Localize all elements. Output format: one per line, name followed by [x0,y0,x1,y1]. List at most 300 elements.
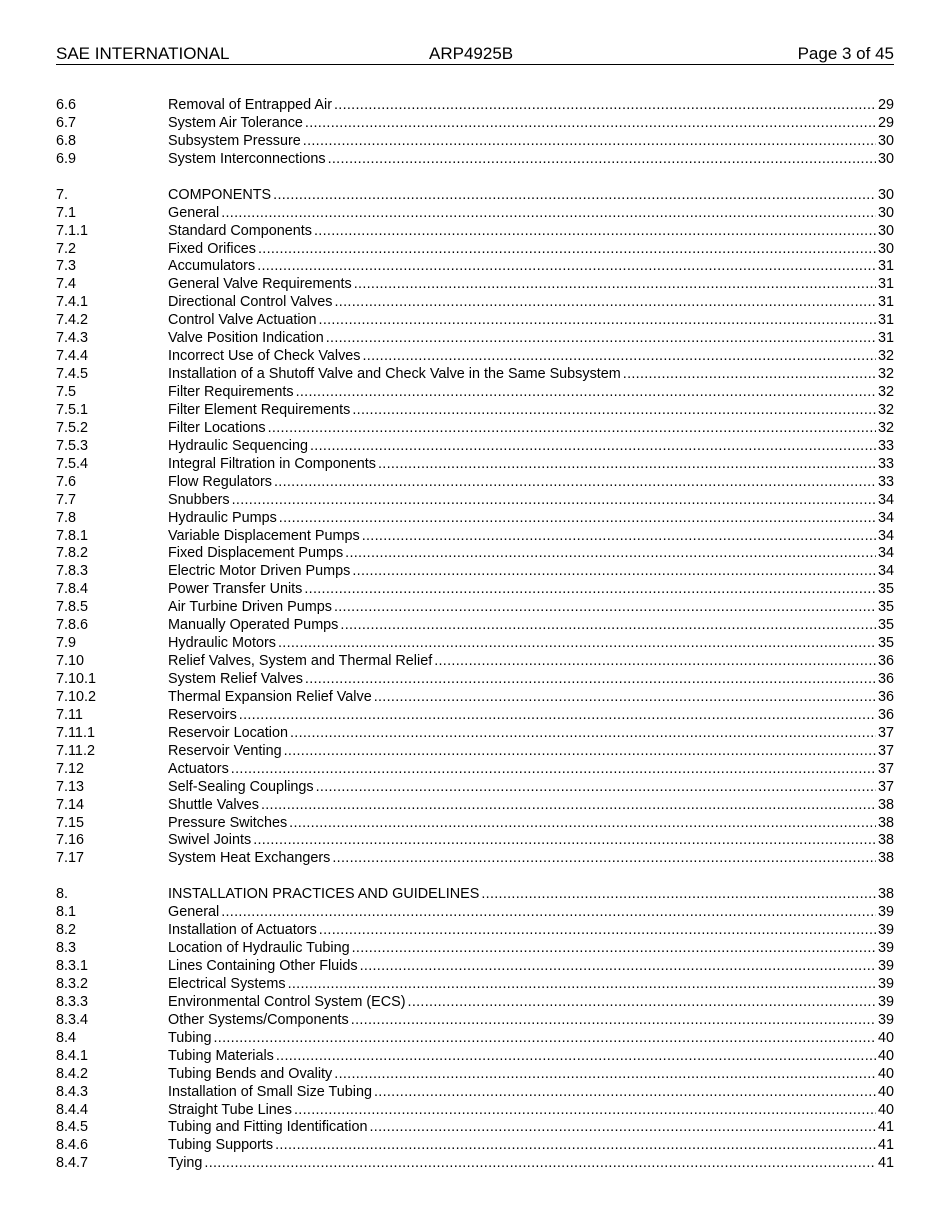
toc-page-number: 37 [877,778,894,795]
toc-entry-line [168,492,894,510]
toc-page-number: 33 [877,473,894,490]
toc-entry[interactable] [56,1102,894,1120]
toc-section-number: 8. [56,886,69,903]
toc-section-title: System Heat Exchangers [168,850,331,867]
toc-entry-line [168,707,894,725]
toc-section-number: 7.4.4 [56,348,89,365]
toc-page-number: 30 [877,132,894,149]
toc-entry[interactable] [56,707,894,725]
toc-entry[interactable] [56,330,894,348]
toc-section-title: Removal of Entrapped Air [168,97,332,113]
dot-leader [257,258,876,276]
toc-section-number: 7.11 [56,706,83,723]
dot-leader [369,1119,876,1137]
toc-section-title: Filter Element Requirements [168,401,351,418]
toc-entry-line [168,1102,894,1120]
toc-entry-line [168,276,894,294]
toc-entry-line [168,510,894,528]
toc-section-title: Hydraulic Motors [168,635,276,652]
toc-page-number: 37 [877,760,894,777]
toc-section-title: Self-Sealing Couplings [168,778,314,795]
toc-entry[interactable] [56,994,894,1012]
toc-entry[interactable] [56,438,894,456]
toc-page-number: 40 [877,1083,894,1100]
toc-entry-line [168,797,894,815]
toc-page-number: 30 [877,186,894,203]
toc-page-number: 29 [877,97,894,113]
toc-section-number: 8.4.7 [56,1155,89,1172]
toc-entry[interactable] [56,1030,894,1048]
toc-page-number: 32 [877,384,894,400]
toc-entry-line [168,1012,894,1030]
dot-leader [374,689,876,707]
toc-section-title: Snubbers [168,491,230,508]
toc-section-title: Environmental Control System (ECS) [168,993,406,1010]
toc-section-title: System Air Tolerance [168,114,303,131]
toc-page-number: 32 [877,366,894,383]
toc-entry-line [168,366,894,384]
toc-section-number: 7.5.3 [56,437,89,454]
toc-entry[interactable] [56,653,894,671]
toc-entry-line [168,384,894,402]
toc-entry[interactable] [56,1012,894,1030]
toc-entry-line [168,958,894,976]
toc-entry-line [168,904,894,922]
toc-section-number: 7.4.2 [56,312,89,329]
toc-entry-line [168,976,894,994]
toc-entry[interactable] [56,258,894,276]
dot-leader [332,850,876,868]
toc-section-number: 7.8.1 [56,527,89,544]
toc-section-number: 7.15 [56,814,85,831]
toc-section-title: Filter Locations [168,419,266,436]
toc-entry[interactable] [56,348,894,366]
header-page-number: Page 3 of 45 [797,44,894,63]
dot-leader [345,545,876,563]
toc-page-number: 35 [877,617,894,634]
toc-page-number: 39 [877,993,894,1010]
toc-section-title: Swivel Joints [168,832,252,849]
toc-section-number: 7.5 [56,384,77,400]
toc-entry[interactable] [56,151,894,169]
dot-leader [352,940,876,958]
dot-leader [360,958,876,976]
toc-entry-line [168,133,894,151]
toc-section-title: Electrical Systems [168,975,286,992]
dot-leader [303,133,876,151]
toc-entry-line [168,402,894,420]
toc-entry[interactable] [56,402,894,420]
toc-section-title: INSTALLATION PRACTICES AND GUIDELINES [168,886,480,903]
header-document-id: ARP4925B [429,44,514,63]
toc-section-title: Installation of Actuators [168,922,317,939]
toc-section-title: Manually Operated Pumps [168,617,339,634]
dot-leader [294,1102,876,1120]
toc-section-title: Other Systems/Components [168,1011,349,1028]
dot-leader [362,348,876,366]
toc-section-number: 7.1.1 [56,222,89,239]
toc-page-number: 34 [877,491,894,508]
toc-page-number: 31 [877,294,894,311]
table-of-contents [56,97,894,1173]
dot-leader [279,510,876,528]
dot-leader [278,635,876,653]
toc-entry-line [168,886,894,904]
toc-entry-line [168,581,894,599]
toc-entry-line [168,599,894,617]
toc-section-number: 8.3.2 [56,975,89,992]
toc-entry[interactable] [56,276,894,294]
toc-entry[interactable] [56,617,894,635]
dot-leader [232,492,876,510]
toc-entry[interactable] [56,205,894,223]
toc-section-title: Hydraulic Pumps [168,509,277,526]
toc-page-number: 39 [877,940,894,957]
toc-entry[interactable] [56,1119,894,1137]
toc-entry-line [168,312,894,330]
toc-section-number: 8.3.1 [56,958,89,974]
toc-entry-line [168,832,894,850]
toc-entry[interactable] [56,671,894,689]
toc-section-number: 7. [56,186,69,203]
dot-leader [231,761,876,779]
toc-entry-line [168,456,894,474]
toc-entry-line [168,940,894,958]
toc-section-number: 7.8.2 [56,545,89,562]
toc-section-title: Valve Position Indication [168,330,324,347]
dot-leader [334,599,876,617]
toc-entry-line [168,1084,894,1102]
toc-page-number: 38 [877,814,894,831]
toc-entry[interactable] [56,815,894,833]
toc-entry[interactable] [56,725,894,743]
toc-section-title: Variable Displacement Pumps [168,527,360,544]
toc-entry[interactable] [56,187,894,205]
toc-entry-line [168,994,894,1012]
toc-entry-line [168,187,894,205]
toc-section-number: 8.4.6 [56,1137,89,1154]
toc-entry-line [168,545,894,563]
toc-entry[interactable] [56,545,894,563]
toc-section-number: 7.4.5 [56,366,89,383]
toc-entry[interactable] [56,474,894,492]
toc-entry-line [168,528,894,546]
toc-section-title: Shuttle Valves [168,796,259,813]
toc-section-number: 8.2 [56,922,77,939]
toc-entry[interactable] [56,1137,894,1155]
toc-section-number: 8.4.3 [56,1083,89,1100]
dot-leader [481,886,876,904]
toc-section-number: 7.13 [56,778,85,795]
toc-section-title: Pressure Switches [168,814,288,831]
toc-entry-line [168,330,894,348]
toc-page-number: 32 [877,401,894,418]
toc-entry[interactable] [56,832,894,850]
toc-section-title: Directional Control Valves [168,294,333,311]
toc-section-number: 7.9 [56,635,77,652]
toc-entry[interactable] [56,940,894,958]
toc-entry[interactable] [56,492,894,510]
toc-entry-line [168,1048,894,1066]
toc-section-number: 8.1 [56,904,77,921]
toc-section-title: Incorrect Use of Check Valves [168,348,361,365]
toc-entry[interactable] [56,1048,894,1066]
toc-section-title: Relief Valves, System and Thermal Relief [168,653,433,670]
toc-entry-line [168,725,894,743]
toc-entry-line [168,438,894,456]
toc-section-number: 7.4.1 [56,294,89,311]
dot-leader [310,438,876,456]
toc-section-title: General [168,204,220,221]
toc-page-number: 35 [877,581,894,598]
toc-section-number: 7.5.1 [56,401,89,418]
toc-entry-line [168,779,894,797]
dot-leader [316,779,876,797]
toc-section-title: Reservoir Venting [168,742,282,759]
toc-entry[interactable] [56,689,894,707]
dot-leader [374,1084,876,1102]
toc-section-number: 7.16 [56,832,85,849]
toc-entry-line [168,743,894,761]
toc-entry[interactable] [56,1066,894,1084]
toc-section-title: Subsystem Pressure [168,132,301,149]
toc-section-title: Electric Motor Driven Pumps [168,563,351,580]
toc-entry-line [168,1137,894,1155]
toc-section-title: Tubing Bends and Ovality [168,1065,333,1082]
toc-entry-line [168,815,894,833]
toc-page-number: 31 [877,276,894,293]
toc-page-number: 36 [877,688,894,705]
dot-leader [334,1066,876,1084]
toc-section-number: 7.14 [56,796,85,813]
toc-section-title: COMPONENTS [168,186,272,203]
toc-page-number: 30 [877,240,894,257]
toc-section-number: 8.4.2 [56,1065,89,1082]
toc-entry[interactable] [56,850,894,868]
toc-entry[interactable] [56,456,894,474]
dot-leader [305,671,876,689]
toc-page-number: 37 [877,724,894,741]
dot-leader [284,743,876,761]
toc-page-number: 39 [877,975,894,992]
toc-page-number: 39 [877,904,894,921]
toc-entry[interactable] [56,797,894,815]
toc-section-number: 7.5.2 [56,419,89,436]
toc-entry[interactable] [56,563,894,581]
dot-leader [328,151,876,169]
toc-section-title: System Relief Valves [168,671,303,687]
toc-entry[interactable] [56,635,894,653]
dot-leader [213,1030,876,1048]
toc-page-number: 34 [877,545,894,562]
dot-leader [288,976,876,994]
toc-page-number: 30 [877,150,894,167]
toc-page-number: 41 [877,1137,894,1154]
toc-page-number: 33 [877,437,894,454]
toc-section-title: Tying [168,1155,203,1172]
toc-page-number: 31 [877,312,894,329]
toc-section-number: 7.6 [56,473,77,490]
toc-section-number: 7.5.4 [56,455,89,472]
toc-section-number: 8.4.5 [56,1119,89,1136]
toc-section-number: 7.12 [56,760,85,777]
toc-section-number: 7.11.2 [56,742,95,759]
toc-section-number: 6.7 [56,114,77,131]
toc-page-number: 30 [877,222,894,239]
dot-leader [261,797,876,815]
dot-leader [258,241,876,259]
toc-entry-line [168,1119,894,1137]
dot-leader [221,205,876,223]
dot-leader [434,653,876,671]
toc-page-number: 33 [877,455,894,472]
toc-page-number: 32 [877,348,894,365]
dot-leader [290,725,876,743]
toc-section-number: 7.1 [56,204,77,221]
toc-entry-line [168,563,894,581]
dot-leader [378,456,876,474]
toc-section-number: 7.11.1 [56,724,95,741]
dot-leader [314,223,876,241]
toc-section-number: 8.4.1 [56,1047,89,1064]
toc-section-number: 8.3 [56,940,77,957]
toc-entry[interactable] [56,384,894,402]
toc-section-number: 8.4 [56,1029,77,1046]
toc-page-number: 32 [877,419,894,436]
toc-section-number: 8.4.4 [56,1101,89,1118]
toc-entry[interactable] [56,581,894,599]
dot-leader [253,832,876,850]
toc-section-number: 7.10.2 [56,688,97,705]
toc-section-number: 8.3.4 [56,1011,89,1028]
toc-page-number: 41 [877,1155,894,1172]
toc-section-number: 7.7 [56,491,77,508]
toc-entry-line [168,205,894,223]
toc-entry[interactable] [56,922,894,940]
toc-entry-line [168,653,894,671]
toc-section-number: 7.4.3 [56,330,89,347]
toc-entry-line [168,115,894,133]
dot-leader [334,97,876,115]
toc-page-number: 39 [877,958,894,974]
toc-section-title: Lines Containing Other Fluids [168,958,358,974]
toc-section-title: Location of Hydraulic Tubing [168,940,350,957]
toc-section-title: Reservoirs [168,706,237,723]
dot-leader [352,402,876,420]
toc-page-number: 31 [877,330,894,347]
toc-entry[interactable] [56,976,894,994]
dot-leader [408,994,876,1012]
toc-entry[interactable] [56,241,894,259]
toc-section-title: System Interconnections [168,150,326,167]
toc-entry-line [168,294,894,312]
toc-section-title: Tubing Supports [168,1137,274,1154]
dot-leader [304,581,876,599]
toc-entry-line [168,922,894,940]
toc-entry[interactable] [56,779,894,797]
dot-leader [276,1048,876,1066]
toc-section-title: Flow Regulators [168,473,272,490]
toc-entry-line [168,241,894,259]
toc-section-title: Tubing Materials [168,1047,274,1064]
toc-page-number: 36 [877,653,894,670]
toc-section-title: Fixed Displacement Pumps [168,545,344,562]
toc-section-number: 7.10.1 [56,671,97,687]
dot-leader [354,276,876,294]
toc-page-number: 35 [877,635,894,652]
toc-entry[interactable] [56,743,894,761]
toc-page-number: 30 [877,204,894,221]
dot-leader [319,312,876,330]
toc-page-number: 39 [877,1011,894,1028]
toc-page-number: 38 [877,886,894,903]
toc-page-number: 37 [877,742,894,759]
toc-entry[interactable] [56,420,894,438]
toc-section-title: Control Valve Actuation [168,312,317,329]
toc-section-title: Tubing [168,1029,212,1046]
toc-section-number: 7.8.3 [56,563,89,580]
toc-entry[interactable] [56,528,894,546]
toc-section-number: 7.8.5 [56,599,89,616]
toc-entry[interactable] [56,312,894,330]
dot-leader [275,1137,876,1155]
toc-section-title: Hydraulic Sequencing [168,437,308,454]
toc-page-number: 36 [877,706,894,723]
toc-entry[interactable] [56,904,894,922]
toc-entry[interactable] [56,223,894,241]
toc-entry[interactable] [56,133,894,151]
toc-entry[interactable] [56,958,894,976]
toc-entry[interactable] [56,294,894,312]
toc-page-number: 34 [877,527,894,544]
toc-entry-line [168,348,894,366]
toc-section-number: 6.6 [56,97,77,113]
header-organization: SAE INTERNATIONAL [56,44,230,63]
toc-entry-line [168,420,894,438]
dot-leader [296,384,876,402]
page-header [56,44,894,65]
toc-entry[interactable] [56,510,894,528]
toc-entry[interactable] [56,366,894,384]
toc-section-title: Air Turbine Driven Pumps [168,599,332,616]
toc-entry-line [168,1030,894,1048]
toc-section-number: 8.3.3 [56,993,89,1010]
toc-section-number: 7.2 [56,240,77,257]
dot-leader [352,563,876,581]
toc-entry[interactable] [56,761,894,779]
dot-leader [335,294,876,312]
dot-leader [351,1012,876,1030]
toc-section-number: 7.17 [56,850,85,867]
toc-page-number: 34 [877,509,894,526]
toc-entry-line [168,223,894,241]
toc-entry[interactable] [56,1155,894,1173]
toc-section-title: Fixed Orifices [168,240,256,257]
toc-entry[interactable] [56,599,894,617]
toc-page-number: 29 [877,114,894,131]
toc-entry[interactable] [56,97,894,115]
toc-entry-line [168,671,894,689]
toc-entry[interactable] [56,886,894,904]
toc-section-number: 6.8 [56,132,77,149]
toc-entry[interactable] [56,115,894,133]
toc-entry[interactable] [56,1084,894,1102]
toc-section-number: 7.8.6 [56,617,89,634]
toc-section-title: Tubing and Fitting Identification [168,1119,368,1136]
toc-entry-line [168,635,894,653]
toc-section-title: Standard Components [168,222,312,239]
toc-section-title: Power Transfer Units [168,581,303,598]
